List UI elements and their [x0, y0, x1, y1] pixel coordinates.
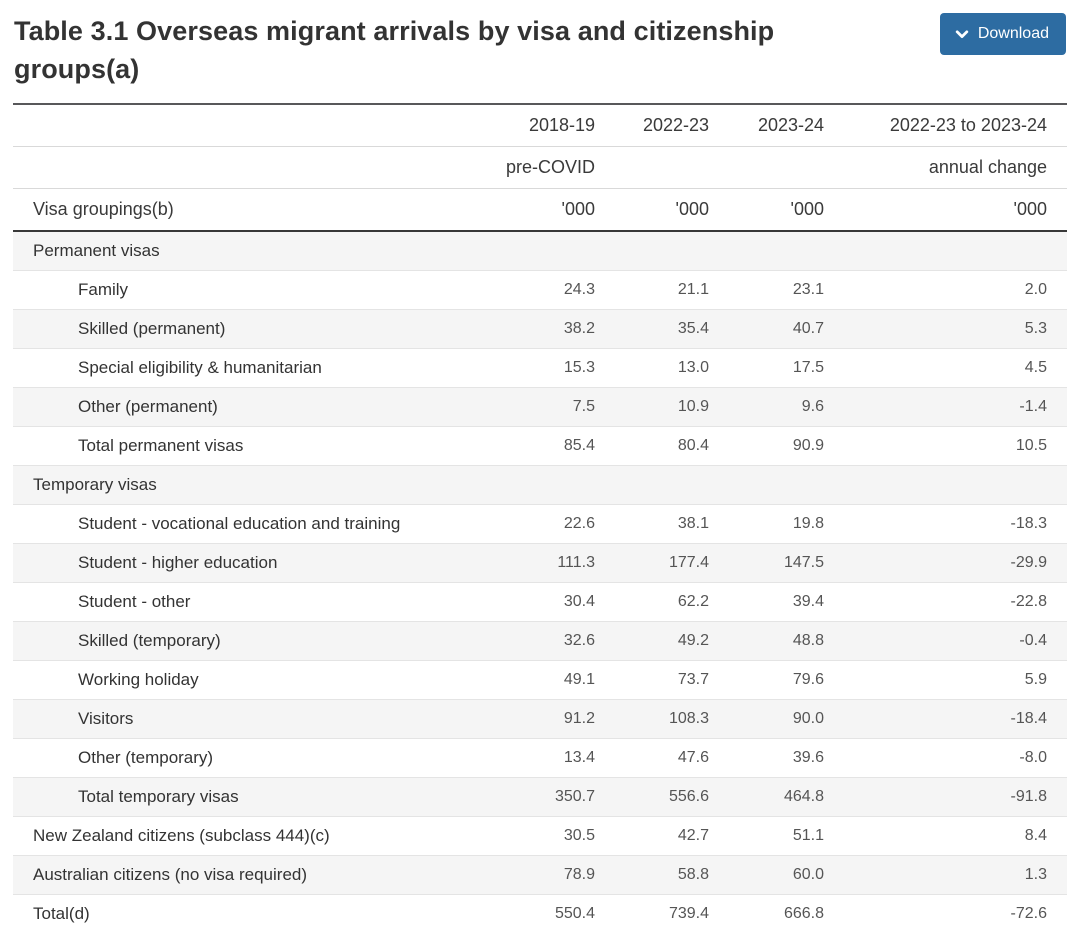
value-cell	[824, 465, 1067, 504]
value-cell: -72.6	[824, 894, 1067, 925]
row-label-cell: Special eligibility & humanitarian	[13, 348, 493, 387]
column-header-cell	[709, 146, 824, 188]
row-group-header-cell	[13, 146, 493, 188]
table-row	[13, 309, 1067, 348]
value-cell: 9.6	[709, 387, 824, 426]
column-header-cell	[595, 146, 709, 188]
value-cell: 49.2	[595, 621, 709, 660]
row-label-cell: Other (permanent)	[13, 387, 493, 426]
table-row	[13, 582, 1067, 621]
value-cell: 85.4	[493, 426, 595, 465]
value-cell: 73.7	[595, 660, 709, 699]
value-cell: 51.1	[709, 816, 824, 855]
value-cell: 10.9	[595, 387, 709, 426]
value-cell: -18.4	[824, 699, 1067, 738]
column-header-cell: 2018-19	[493, 104, 595, 147]
header-bar	[0, 0, 1080, 103]
row-label-cell: Total temporary visas	[13, 777, 493, 816]
value-cell: 23.1	[709, 270, 824, 309]
table-row	[13, 504, 1067, 543]
table-row	[13, 855, 1067, 894]
value-cell: 42.7	[595, 816, 709, 855]
column-header-cell: '000	[824, 188, 1067, 231]
row-label-cell: Family	[13, 270, 493, 309]
page-title: Table 3.1 Overseas migrant arrivals by visa and citizenship groups(a)	[14, 16, 775, 85]
value-cell: 666.8	[709, 894, 824, 925]
value-cell: 30.5	[493, 816, 595, 855]
value-cell: 739.4	[595, 894, 709, 925]
value-cell: -18.3	[824, 504, 1067, 543]
value-cell: 30.4	[493, 582, 595, 621]
table-row	[13, 660, 1067, 699]
value-cell: 39.6	[709, 738, 824, 777]
value-cell	[709, 231, 824, 271]
value-cell: 79.6	[709, 660, 824, 699]
table-row	[13, 231, 1067, 271]
value-cell: -29.9	[824, 543, 1067, 582]
value-cell: 111.3	[493, 543, 595, 582]
value-cell: 464.8	[709, 777, 824, 816]
migrant-arrivals-table	[13, 103, 1067, 925]
value-cell: 13.0	[595, 348, 709, 387]
row-label-cell: Visitors	[13, 699, 493, 738]
column-header-cell: annual change	[824, 146, 1067, 188]
value-cell: -8.0	[824, 738, 1067, 777]
value-cell: 556.6	[595, 777, 709, 816]
value-cell: -0.4	[824, 621, 1067, 660]
value-cell: -1.4	[824, 387, 1067, 426]
row-label-cell: Student - higher education	[13, 543, 493, 582]
column-header-cell: 2022-23 to 2023-24	[824, 104, 1067, 147]
row-label-cell: Permanent visas	[13, 231, 493, 271]
table-row	[13, 270, 1067, 309]
value-cell: 38.2	[493, 309, 595, 348]
row-label-cell: Working holiday	[13, 660, 493, 699]
table-row	[13, 699, 1067, 738]
value-cell	[595, 231, 709, 271]
value-cell: 40.7	[709, 309, 824, 348]
header-row	[13, 104, 1067, 147]
value-cell: 13.4	[493, 738, 595, 777]
value-cell	[493, 465, 595, 504]
table-row	[13, 621, 1067, 660]
value-cell: 39.4	[709, 582, 824, 621]
table-row	[13, 348, 1067, 387]
table-header	[13, 104, 1067, 231]
value-cell: 35.4	[595, 309, 709, 348]
table-row	[13, 465, 1067, 504]
value-cell: 91.2	[493, 699, 595, 738]
value-cell	[709, 465, 824, 504]
value-cell: 7.5	[493, 387, 595, 426]
row-label-cell: Student - vocational education and training	[13, 504, 493, 543]
value-cell: 32.6	[493, 621, 595, 660]
value-cell: 90.0	[709, 699, 824, 738]
value-cell	[493, 231, 595, 271]
row-label-cell: Total(d)	[13, 894, 493, 925]
column-header-cell: pre-COVID	[493, 146, 595, 188]
row-label-cell: Total permanent visas	[13, 426, 493, 465]
value-cell	[595, 465, 709, 504]
value-cell: 8.4	[824, 816, 1067, 855]
value-cell: -91.8	[824, 777, 1067, 816]
column-header-cell: 2022-23	[595, 104, 709, 147]
table-body	[13, 231, 1067, 925]
table-row	[13, 387, 1067, 426]
value-cell: 15.3	[493, 348, 595, 387]
table-row	[13, 894, 1067, 925]
value-cell: 90.9	[709, 426, 824, 465]
column-header-cell: '000	[709, 188, 824, 231]
value-cell: 24.3	[493, 270, 595, 309]
value-cell: 48.8	[709, 621, 824, 660]
value-cell: 60.0	[709, 855, 824, 894]
row-label-cell: New Zealand citizens (subclass 444)(c)	[13, 816, 493, 855]
value-cell: 17.5	[709, 348, 824, 387]
download-button-label: Download	[977, 25, 1049, 42]
column-header-cell: 2023-24	[709, 104, 824, 147]
value-cell: 19.8	[709, 504, 824, 543]
value-cell: 177.4	[595, 543, 709, 582]
table-row	[13, 426, 1067, 465]
row-label-cell: Australian citizens (no visa required)	[13, 855, 493, 894]
value-cell: 22.6	[493, 504, 595, 543]
value-cell: -22.8	[824, 582, 1067, 621]
column-header-cell: '000	[595, 188, 709, 231]
value-cell: 2.0	[824, 270, 1067, 309]
row-label-cell: Other (temporary)	[13, 738, 493, 777]
value-cell: 62.2	[595, 582, 709, 621]
value-cell: 147.5	[709, 543, 824, 582]
value-cell: 49.1	[493, 660, 595, 699]
download-button[interactable]	[940, 13, 1066, 55]
value-cell: 550.4	[493, 894, 595, 925]
header-row	[13, 188, 1067, 231]
row-group-header-cell: Visa groupings(b)	[13, 188, 493, 231]
table-row	[13, 777, 1067, 816]
row-label-cell: Skilled (permanent)	[13, 309, 493, 348]
value-cell: 4.5	[824, 348, 1067, 387]
value-cell: 80.4	[595, 426, 709, 465]
value-cell: 47.6	[595, 738, 709, 777]
row-label-cell: Student - other	[13, 582, 493, 621]
value-cell: 21.1	[595, 270, 709, 309]
value-cell: 78.9	[493, 855, 595, 894]
row-label-cell: Skilled (temporary)	[13, 621, 493, 660]
value-cell: 1.3	[824, 855, 1067, 894]
value-cell: 38.1	[595, 504, 709, 543]
value-cell	[824, 231, 1067, 271]
header-row	[13, 146, 1067, 188]
value-cell: 58.8	[595, 855, 709, 894]
value-cell: 5.9	[824, 660, 1067, 699]
table-row	[13, 543, 1067, 582]
table-row	[13, 738, 1067, 777]
column-header-cell: '000	[493, 188, 595, 231]
value-cell: 10.5	[824, 426, 1067, 465]
value-cell: 108.3	[595, 699, 709, 738]
table-row	[13, 816, 1067, 855]
row-group-header-cell	[13, 104, 493, 147]
chevron-down-icon	[955, 27, 969, 41]
value-cell: 5.3	[824, 309, 1067, 348]
value-cell: 350.7	[493, 777, 595, 816]
row-label-cell: Temporary visas	[13, 465, 493, 504]
